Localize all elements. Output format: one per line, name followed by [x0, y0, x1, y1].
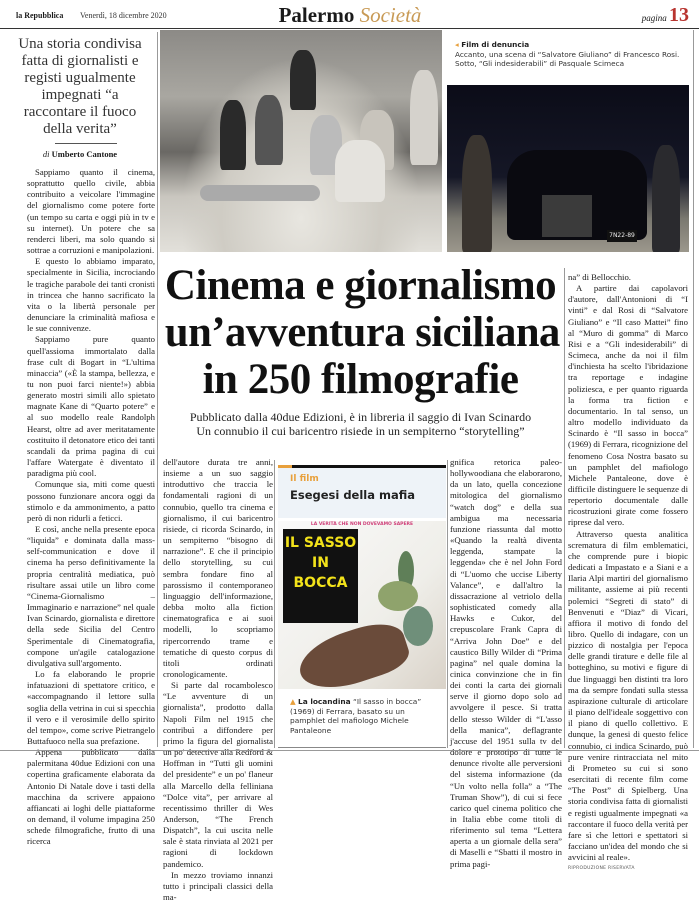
byline — [0, 149, 160, 159]
license-plate: 7N22-89 — [607, 230, 637, 242]
paragraph: E così, anche nella presente epoca “liquida” e dominata dalla mass-self-communication e dove il cinema ha perso definitivamente la propria centralità mediatica, può risultare assai utile un libro come “Cinema-Giornalismo – Immaginario e narrazione” nel quale Ivan Scinardo, giornalista e direttore della sede Sicilia del Centro Sperimentale di Cinematografia, compone un'agile catalogazione divulgativa sull'argomento. — [27, 524, 155, 668]
column-divider — [564, 268, 565, 748]
paragraph: A partire dai capolavori d'autore, dall'Antonioni di “I vinti” e dal Rosi di “Salvatore Giuliano” e “Il caso Mattei” fino al “Muro di gomma” di Marco Risi e a “Gli indesiderabili” di Scimeca, anche da noi il film d'inchiesta ha scelto l'ibridazione tra reportage e indagine poliziesca, e per quanto riguarda la forma tra fiction e documentario. In tal senso, un altro modello individuato da Scinardo è “Il sasso in bocca” (1969) di Ferrara, ricognizione del fenomeno Cosa Nostra basato su un pamphlet del mafiologo Michele Pantaleone, dove è difficile distinguere le sequenze di repertorio documentale dalle ricostruzioni girate come fossero riprese dal vero. — [568, 283, 688, 528]
newspaper-logo: la Repubblica — [16, 11, 64, 20]
column-divider — [274, 460, 275, 748]
byline-divider — [55, 143, 117, 144]
paragraph: Sappiamo pure quanto quell'assioma immortalato dalla frase cult di Bogart in “L'ultima minaccia” («È la stampa, bellezza, e tu non puoi farci niente!») abbia generato mostri simili allo spietato magnate Kane di “Quarto potere” e al suo modello reale Randolph Hearst, oltre ad aver meritatamente costituito il detonatore etico dei tanti scandali da prima pagina di cui l'affare Watergate è diventato il paradigma più cool. — [27, 334, 155, 479]
section-title — [200, 3, 500, 28]
page-number — [642, 4, 689, 27]
byline-prefix: di — [42, 149, 50, 159]
pointer-left-icon: ◂ — [455, 40, 459, 49]
headline-text: Cinema e giornalismo — [164, 262, 557, 309]
bottom-rule — [0, 750, 699, 751]
poster-title: IL SASSO IN BOCCA — [284, 535, 357, 591]
cactus — [403, 606, 433, 646]
poster-caption-title: La locandina — [298, 697, 351, 706]
section-name: Palermo — [278, 3, 355, 27]
page-number-value: 13 — [669, 4, 689, 26]
headline-text: in 250 filmografie — [202, 356, 519, 403]
article-column-1 — [27, 167, 155, 848]
subheadline-line — [163, 424, 558, 438]
man-figure — [652, 145, 680, 252]
pull-quote: Una storia condivisa fatta di giornalisti e registi ugualmente impegnati “a raccontare il fuoco della verita” — [18, 36, 142, 137]
subheadline-text: Un connubio il cui baricentro risiede in un sempiterno “storytelling” — [196, 424, 525, 438]
poster-face — [293, 615, 414, 689]
subheadline — [163, 410, 558, 438]
page-label: pagina — [641, 13, 667, 23]
poster-caption — [290, 697, 440, 735]
salvatore-giuliano-photo — [160, 30, 442, 252]
caption-text: Accanto, una scena di “Salvatore Giuliano” di Francesco Rosi. Sotto, “Gli indesiderabili” di Pasquale Scimeca — [455, 49, 680, 68]
caption-title: Film di denuncia — [461, 40, 530, 49]
article-column-4 — [450, 457, 562, 870]
poster-tagline: LA VERITÀ CHE NON DOVEVAMO SAPERE — [310, 522, 414, 527]
pointer-up-icon: ▲ — [290, 697, 296, 706]
issue-date: Venerdì, 18 dicembre 2020 — [80, 11, 167, 20]
paragraph: Attraverso questa analitica scrematura di film emblematici, che comprende pure i biopic dedicati a Impastato e a Siani e a Ilaria Alpi martiri del giornalismo militante, assieme ai più recenti polemici “Segreti di stato” di Benvenuti e “Diaz” di Vicari, affiora il motivo di fondo del libro. Quello di indagare, con un pizzico di nostalgia per l'epoca delle grandi tirature e delle file al botteghino, su motivi e figure di due linguaggi ben distinti tra loro ma da sempre fondati sulla stessa aspirazione culturale di articolare il piano dell'ideale soggettivo con il piano di quello collettivo. E dunque, la genesi di questo felice connubio, ci indica Scinardo, può pure venire rintracciata nel mito di Prometeo su cui si sono esercitati di recente film come “The Post” di Spielberg. Una storia condivisa fatta di giornalisti e registi ugualmente impegnati «a raccontare il fuoco della verità per fare sì che lettori e spettatori si facciano un'idea del mondo che si avvicini al reale». — [568, 528, 688, 863]
poster-caption-text: “Il sasso in bocca” (1969) di Ferrara, basato su un pamphlet del mafiologo Michele Pantaleone — [290, 697, 422, 735]
column-divider — [447, 460, 448, 748]
paragraph: Si parte dal rocambolesco “Le avventure di un giornalista”, prodotto dalla Napoli Film nel 1915 che contribuì a diffondere per primo la figura del giornalista un po' detective alla Redford & Hoffman in “Tutti gli uomini del presidente” e un po' flaneur alla Marcello della felliniana “Dolce vita”, per arrivare al recentissimo thriller di Wes Anderson, “The French Dispatch”, la cui uscita nelle sale è stata rinviata al 2021 per ragioni di lockdown pandemico. — [163, 680, 273, 869]
subsection-name: Società — [359, 3, 422, 27]
box-header — [278, 468, 446, 518]
photo-caption — [455, 40, 685, 69]
box-kicker: Il film — [290, 474, 319, 484]
headline-text: un’avventura siciliana — [164, 309, 560, 356]
film-sidebar-box — [278, 465, 446, 748]
gli-indesiderabili-photo — [447, 85, 689, 252]
man-figure — [462, 135, 492, 252]
paragraph: Comunque sia, miti come questi possono funzionare ancora oggi da stimolo e da ammonimento, a patto però di non ridurli a feticci. — [27, 479, 155, 523]
headline-line — [163, 356, 558, 403]
car-grille — [542, 195, 592, 237]
byline-author: Umberto Cantone — [51, 149, 118, 159]
box-title: Esegesi della mafia — [290, 488, 416, 502]
subheadline-text: Pubblicato dalla 40due Edizioni, è in libreria il saggio di Ivan Scinardo — [189, 410, 532, 424]
paragraph: E questo lo abbiamo imparato, specialmente in Sicilia, incrociando le tragiche parabole dei tanti cronisti in trincea che hanno sacrificato la vita o la libertà personale per denunciare la criminalità mafiosa e le sue connivenze. — [27, 256, 155, 334]
paragraph: Sappiamo quanto il cinema, soprattutto quello civile, abbia contribuito a veicolare l'immagine del giornalismo come potere forte (un tempo su carta e oggi più in tv e su internet). Un potere che sa renderci liberi, ma solo quando si sottrae a corruzioni e manipolazioni. — [27, 167, 155, 256]
article-column-5 — [568, 272, 688, 874]
paragraph: dell'autore durata tre anni, insieme a un suo saggio introduttivo che traccia le fondamentali ragioni di un connubio, quello tra cinema e giornalismo, il cui baricentro risiede, ci ricorda Scinardo, in un sempiterno “bisogno di narrazione”. E che il principio dello storytelling, su cui sembra fondare fino al parossismo il contemporaneo linguaggio dell'informazione, debba molto alla fiction cinematografica e ai suoi modelli, lo scopriamo ripercorrendo trame e tematiche di questo corpus di titoli ordinati cronologicamente. — [163, 457, 273, 679]
headline-line — [163, 262, 558, 309]
article-column-2 — [163, 457, 273, 903]
paragraph: Appena pubblicato dalla palermitana 40due Edizioni con una copertina graficamente elaborata da Antonio Di Natale dove i tasti della macchina da scrivere appaiono affiancati ai loghi delle piattaforme on demand, il volume impagina 250 schede filmografiche, frutto di una ricerca — [27, 747, 155, 847]
headline — [163, 262, 558, 403]
paragraph: na” di Bellocchio. — [568, 272, 631, 282]
paragraph: Lo fa elaborando le proprie infatuazioni di spettatore critico, e «accompagnando il lettore sulla soglia della vetrina in cui si specchia il vero e il verosimile dello spirito del tempo», come scrive Pietrangelo Buttafuoco nella sua prefazione. — [27, 669, 155, 746]
movie-poster — [278, 521, 446, 689]
subheadline-line — [163, 410, 558, 424]
paragraph: In mezzo troviamo innanzi tutto i principali classici della ma- — [163, 869, 273, 903]
copyright-notice: RIPRODUZIONE RISERVATA — [568, 866, 635, 872]
column-divider — [693, 30, 694, 748]
paragraph: gnifica retorica paleo-hollywoodiana che elaborarono, da un lato, quella concezione mitologica del giornalismo “watch dog” e della sua ambigua ma necessaria funzione riassunta dal motto «Quando la realtà diventa leggenda, stampate la leggenda» che è nel John Ford di “L'uomo che uccise Liberty Valance”, e dall'altro la dissacrazione al vetriolo della sophisticated comedy alla Hawks e Cukor, del crepuscolare Frank Capra di “Arriva John Doe” e del caustico Billy Wilder di “Prima pagina” nel quale domina la cinica convinzione che in fin dei conti la carta dei giornali serve il giorno dopo solo ad avvolgere il pesce. Si tratta dello stesso Wilder di “L'asso della manica”, deflagrante j'accuse del 1951 sulla tv del dolore e prototipo di tutte le denunce rivolte alle perversioni del sistema informazione (da “Un volto nella folla” a “The Truman Show”), di cui si fece carico quel cinema politico che in Italia ebbe come titoli di riferimento sul tema “Lettera aperta a un giornale della sera” di Maselli e “Sbatti il mostro in prima pagi- — [450, 457, 562, 869]
column-divider — [157, 32, 158, 747]
headline-line — [163, 309, 558, 356]
